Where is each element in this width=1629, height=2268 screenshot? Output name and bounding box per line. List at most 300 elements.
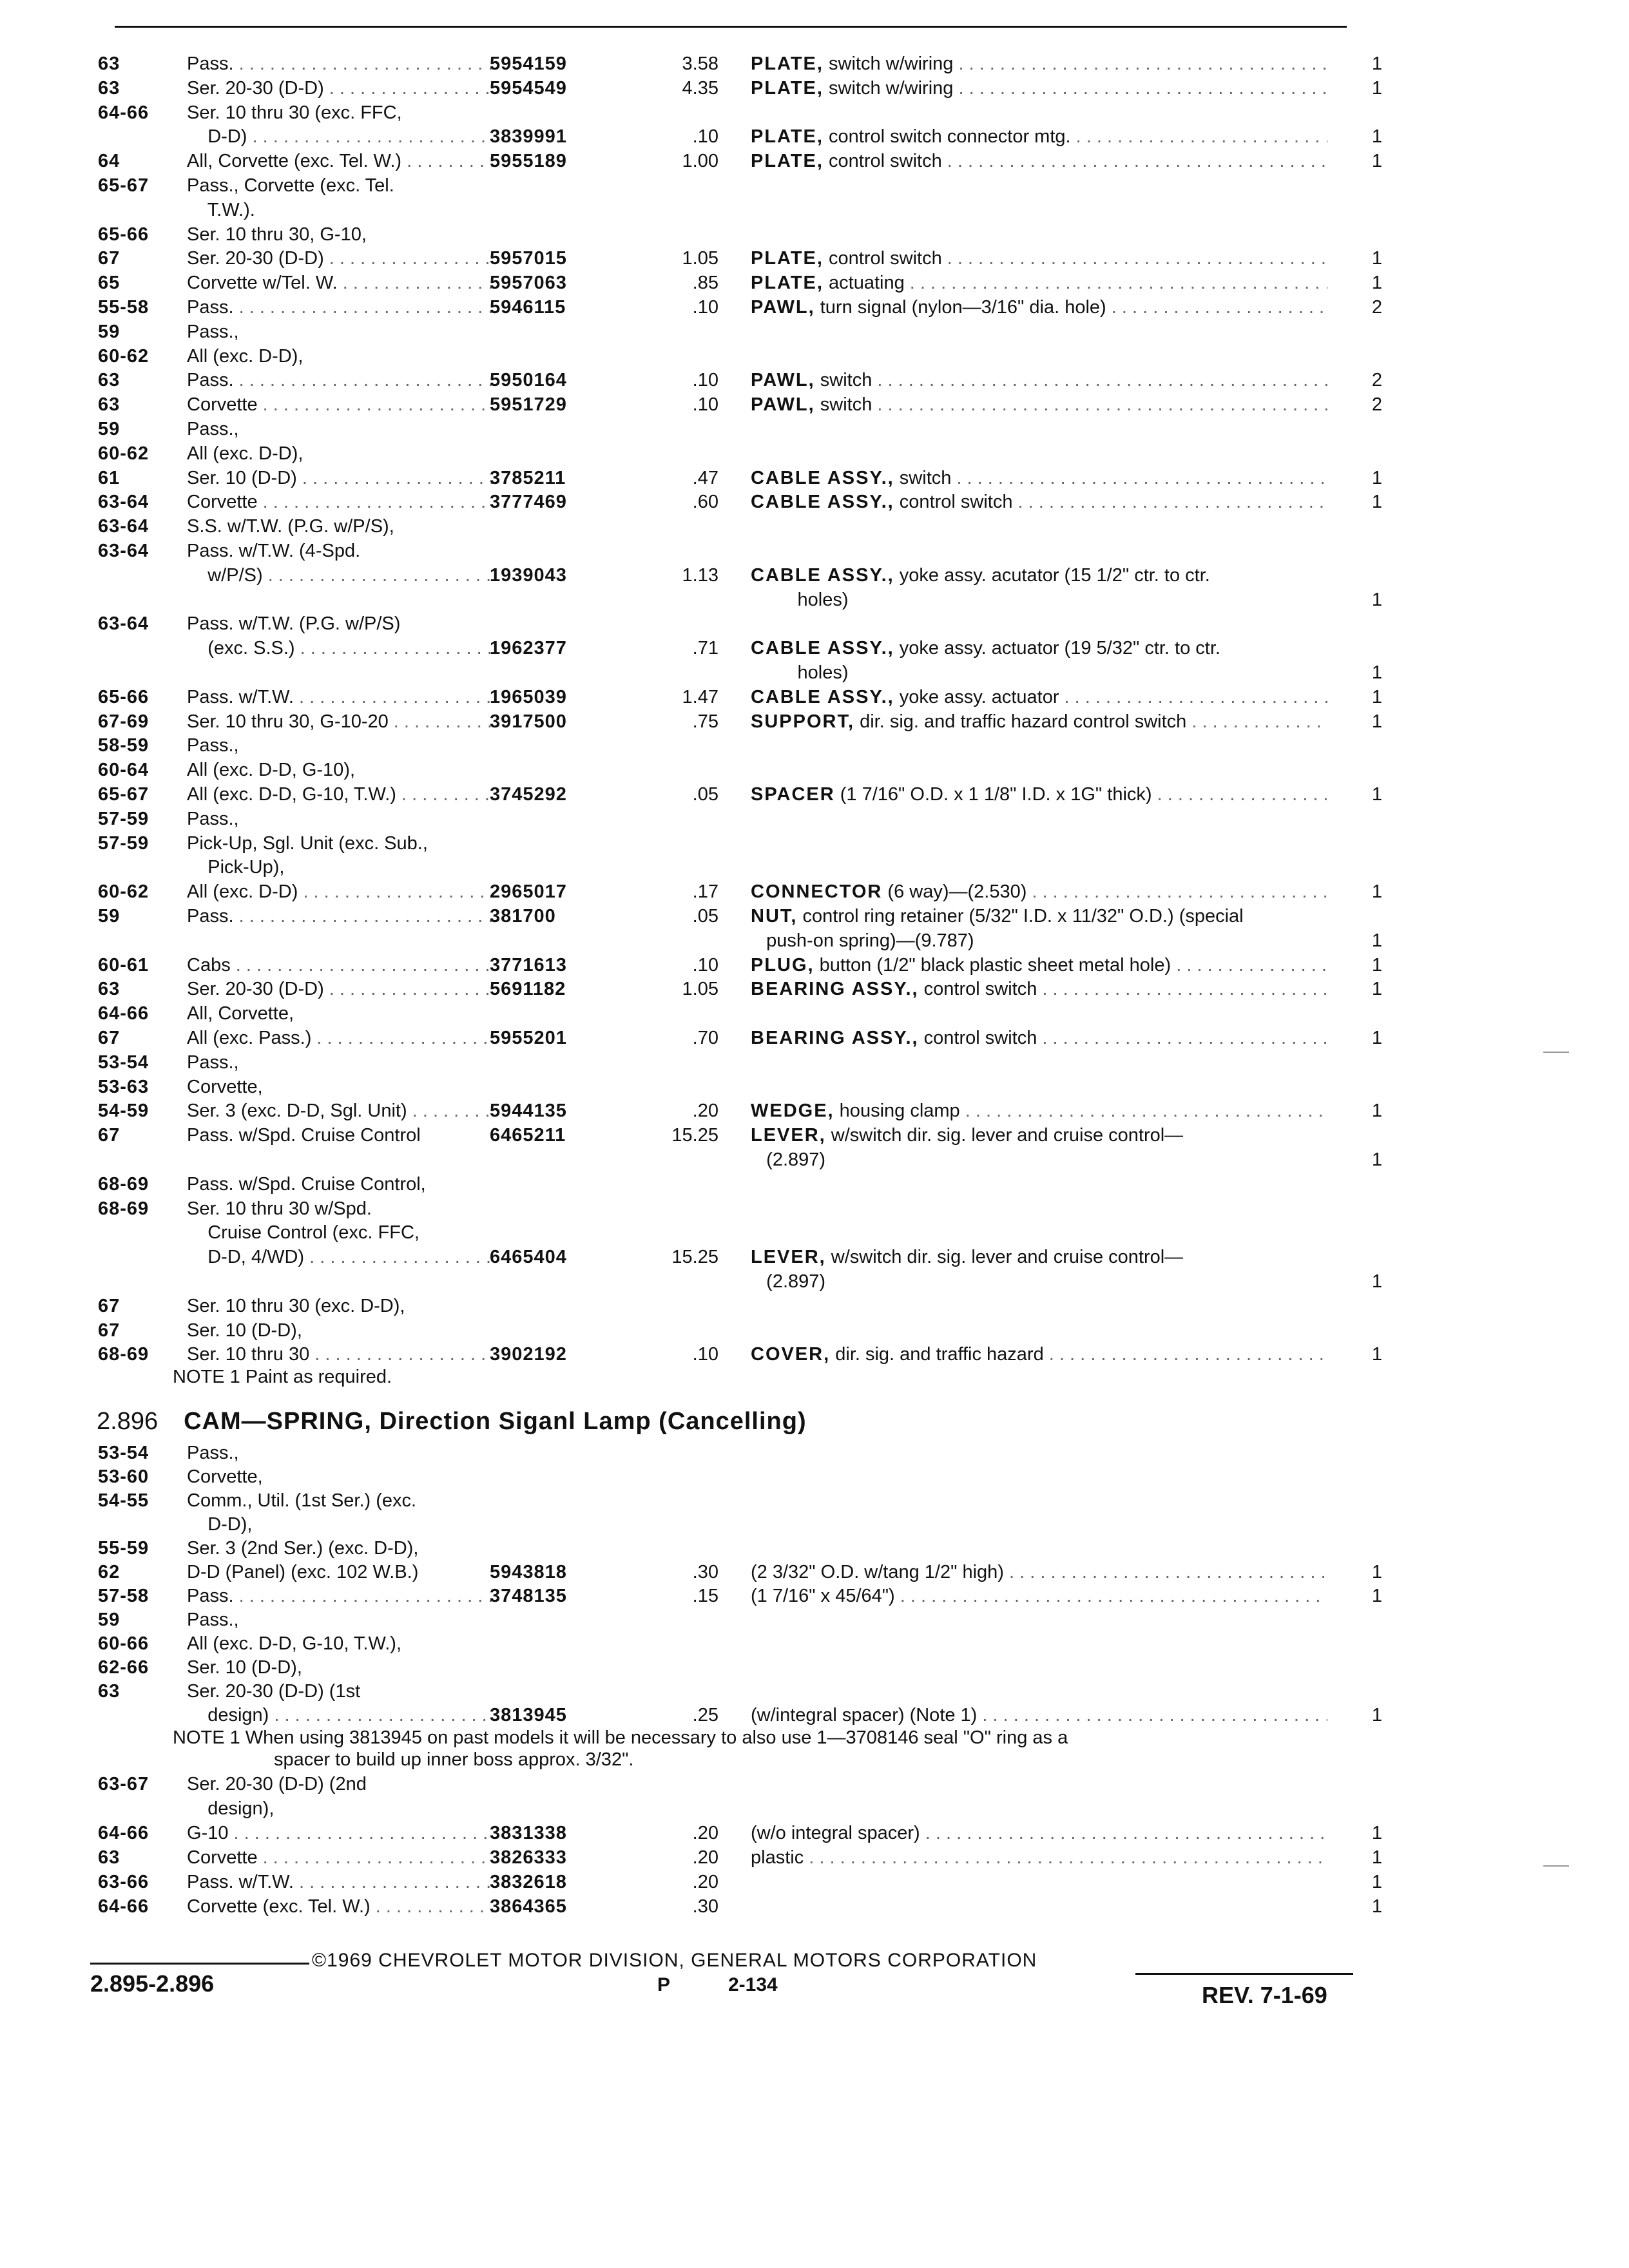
part-description [751,1148,825,1172]
application: D-D), [187,1514,253,1535]
application: Ser. 10 (D-D) . . . [187,466,495,490]
part-number: 1939043 [490,564,567,586]
price: .60 [692,492,718,513]
note-1-line2: spacer to build up inner boss approx. 3/32". [274,1749,634,1770]
application: Pass. w/Spd. Cruise Control, [187,1173,426,1195]
part-row [0,1488,1629,1513]
application: Corvette, [187,1466,263,1487]
part-row [0,1870,1629,1894]
part-detail: switch w/wiring [823,77,954,99]
price: .20 [692,1100,718,1122]
application: Pass., [187,321,239,342]
part-detail: (w/o integral spacer) [751,1823,920,1843]
part-description [751,1821,1327,1845]
part-row [0,539,1629,563]
application: w/P/S) . . . [187,563,495,588]
quantity: 1 [1371,1896,1382,1917]
part-name: NUT, [751,906,798,927]
part-detail: control switch [918,979,1037,1000]
part-name: PLATE, [751,273,824,294]
part-row [0,295,1629,320]
quantity: 1 [1371,1271,1382,1292]
application: Pass. . . . [187,1584,495,1608]
part-number: 3917500 [490,711,567,732]
part-description [751,1342,1327,1367]
price: .10 [692,370,718,391]
model-years: 60-62 [98,345,149,367]
part-description [751,953,1327,977]
part-detail: yoke assy. actuator (19 5/32" ctr. to ctr. [894,638,1220,659]
part-number: 5954549 [490,77,567,99]
application: T.W.). [187,199,255,220]
part-number: 5950164 [490,370,567,391]
part-row [0,1075,1629,1099]
part-row [0,904,1629,928]
part-detail: turn signal (nylon—3/16" dia. hole) [815,297,1106,318]
part-detail: push-on spring)—(9.787) [751,930,974,951]
part-number: 3831338 [490,1823,567,1843]
part-row [0,1172,1629,1196]
model-years: 53-63 [98,1076,149,1097]
part-description [751,879,1327,904]
part-detail: (2.897) [751,1271,826,1292]
part-detail: yoke assy. acutator (15 1/2" ctr. to ctr. [894,564,1210,586]
part-row [0,514,1629,539]
part-detail: housing clamp [834,1100,960,1122]
model-years: 63-64 [98,516,149,537]
part-row [0,1123,1629,1148]
model-years: 67 [98,248,120,269]
part-detail: (1 7/16" x 45/64") [751,1586,895,1606]
part-detail: (6 way)—(2.530) [882,881,1027,903]
part-row [0,1894,1629,1919]
price: .70 [692,1028,718,1048]
part-name: PLATE, [751,77,824,99]
model-years: 59 [98,419,120,439]
application: Ser. 3 (2nd Ser.) (exc. D-D), [187,1538,419,1559]
part-row [0,1631,1629,1656]
application: D-D, 4/WD) . . . [187,1245,495,1269]
part-row [0,1845,1629,1870]
part-row [0,1772,1629,1796]
application: All (exc. D-D, G-10, T.W.) . . . [187,782,495,807]
part-description [751,246,1327,271]
price: .20 [692,1823,718,1843]
part-row [0,611,1629,636]
model-years: 64-66 [98,1003,149,1024]
part-row [0,466,1629,490]
model-years: 59 [98,1610,120,1630]
model-years: 62-66 [98,1657,149,1678]
part-row [0,1821,1629,1845]
model-years: 60-66 [98,1633,149,1654]
part-row [0,733,1629,758]
application: S.S. w/T.W. (P.G. w/P/S), [187,516,394,537]
price: .15 [692,1586,718,1606]
model-years: 67 [98,1125,120,1146]
part-row [0,855,1629,879]
part-description [751,928,974,953]
application: All (exc. D-D) . . . [187,879,495,904]
part-row [0,758,1629,782]
price: 1.05 [682,979,718,1000]
part-number: 3864365 [490,1896,567,1917]
price: 1.13 [682,564,718,586]
application: design), [187,1798,275,1819]
part-detail: (2 3/32" O.D. w/tang 1/2" high) [751,1562,1004,1582]
price: .47 [692,467,718,488]
model-years: 65 [98,273,120,294]
part-row [0,660,1629,685]
application: Corvette w/Tel. W. . . . [187,271,495,295]
part-row [0,563,1629,588]
application: G-10 . . . [187,1821,495,1845]
model-years: 67 [98,1295,120,1316]
part-description [751,76,1327,101]
part-row [0,1318,1629,1343]
model-years: 59 [98,906,120,927]
part-row [0,977,1629,1001]
part-row [0,173,1629,198]
model-years: 65-66 [98,224,149,245]
margin-mark [1543,1865,1569,1867]
part-detail: switch [894,467,952,488]
part-row [0,1703,1629,1727]
model-years: 54-55 [98,1490,149,1511]
part-row [0,1026,1629,1050]
part-number: 1962377 [490,638,567,659]
part-name: PAWL, [751,297,815,318]
part-number: 5957063 [490,273,567,294]
application: Ser. 20-30 (D-D) (1st [187,1681,361,1702]
part-name: PAWL, [751,370,815,391]
part-description [751,1845,1327,1870]
quantity: 2 [1371,297,1382,318]
part-name: CABLE ASSY., [751,564,894,586]
part-description [751,1245,1183,1269]
part-detail: w/switch dir. sig. lever and cruise control— [825,1247,1184,1268]
part-number: 3832618 [490,1872,567,1892]
part-row [0,441,1629,466]
model-years: 53-60 [98,1466,149,1487]
price: .05 [692,906,718,927]
application: Pick-Up, Sgl. Unit (exc. Sub., [187,832,428,854]
part-name: BEARING ASSY., [751,979,919,1000]
price: 1.47 [682,686,718,707]
part-description [751,588,849,612]
part-detail: (w/integral spacer) (Note 1) [751,1705,978,1725]
part-description [751,1269,825,1294]
part-name: PLATE, [751,126,824,148]
part-row [0,831,1629,856]
top-rule [115,26,1347,28]
part-number: 3745292 [490,784,567,805]
part-row [0,782,1629,807]
part-description [751,368,1327,392]
part-detail: dir. sig. and traffic hazard [830,1344,1044,1365]
margin-mark [1543,1052,1569,1053]
footer-rule-right [1135,1973,1353,1975]
part-description [751,904,1244,928]
model-years: 63 [98,370,120,391]
part-description [751,636,1220,660]
part-name: PLUG, [751,954,815,975]
part-description [751,149,1327,173]
part-number: 5943818 [490,1562,567,1582]
quantity: 1 [1371,492,1382,513]
price: .25 [692,1705,718,1725]
part-row [0,52,1629,76]
quantity: 1 [1371,1872,1382,1892]
part-detail: control switch [823,248,942,269]
part-name: LEVER, [751,1247,826,1268]
model-years: 67 [98,1028,120,1048]
part-row [0,1655,1629,1680]
quantity: 1 [1371,151,1382,172]
price: .30 [692,1562,718,1582]
quantity: 1 [1371,1344,1382,1365]
quantity: 1 [1371,1149,1382,1170]
application: All (exc. D-D), [187,443,304,464]
model-years: 63 [98,1847,120,1868]
part-detail: control switch [894,492,1013,513]
model-years: 65-67 [98,784,149,805]
application: All (exc. D-D, G-10), [187,760,356,781]
application: D-D) . . . [187,124,495,149]
footer-page-number: 2-134 [728,1974,778,1995]
part-row [0,588,1629,612]
part-number: 5954159 [490,53,567,74]
model-years: 64 [98,151,120,172]
part-detail: (1 7/16" O.D. x 1 1/8" I.D. x 1G" thick) [834,784,1152,805]
part-number: 5946115 [490,297,566,318]
part-name: PLATE, [751,151,824,172]
model-years: 65-66 [98,686,149,707]
part-row [0,1269,1629,1294]
part-number: 3777469 [490,492,567,513]
quantity: 1 [1371,711,1382,732]
quantity: 1 [1371,467,1382,488]
quantity: 1 [1371,53,1382,74]
model-years: 65-67 [98,175,149,196]
model-years: 64-66 [98,1823,149,1843]
part-row [0,368,1629,392]
price: .75 [692,711,718,732]
model-years: 68-69 [98,1344,149,1365]
application: Ser. 10 thru 30 w/Spd. [187,1198,372,1219]
model-years: 61 [98,467,120,488]
application: Pass. w/Spd. Cruise Control [187,1125,421,1146]
part-description [751,466,1327,490]
part-description [751,392,1327,417]
quantity: 1 [1371,1847,1382,1868]
application: Ser. 3 (exc. D-D, Sgl. Unit) . . . [187,1099,495,1123]
part-row [0,709,1629,734]
part-description [751,782,1327,807]
application: Corvette . . . [187,392,495,417]
section-header [97,1405,807,1438]
part-description [751,709,1327,734]
application: Pass., [187,808,239,829]
part-detail: yoke assy. actuator [894,686,1059,707]
application: All, Corvette (exc. Tel. W.) . . . [187,149,495,173]
part-row [0,1001,1629,1026]
part-row [0,1465,1629,1489]
application: D-D (Panel) (exc. 102 W.B.) [187,1562,419,1582]
part-number: 3813945 [490,1705,567,1725]
part-description [751,1026,1327,1050]
part-row [0,271,1629,295]
application: Pass. w/T.W. . . . [187,1870,495,1894]
quantity: 1 [1371,1100,1382,1122]
part-row [0,417,1629,441]
application: design) . . . [187,1703,495,1727]
application: Pass., [187,419,239,439]
model-years: 59 [98,321,120,342]
quantity: 1 [1371,589,1382,610]
part-row [0,1536,1629,1561]
model-years: 63-64 [98,492,149,513]
application: Corvette (exc. Tel. W.) . . . [187,1894,495,1919]
part-name: CABLE ASSY., [751,492,894,513]
application: Ser. 10 thru 30 (exc. FFC, [187,102,402,123]
application: Ser. 10 (D-D), [187,1320,302,1341]
part-description [751,124,1327,149]
note-1-line1: NOTE 1 When using 3813945 on past models it will be necessary to also use 1—3708146 seal "O" ring as a [173,1727,1068,1748]
price: .05 [692,784,718,805]
part-name: BEARING ASSY., [751,1028,919,1048]
part-name: WEDGE, [751,1100,834,1122]
part-name: CONNECTOR [751,881,883,903]
part-detail: dir. sig. and traffic hazard control switch [854,711,1187,732]
model-years: 62 [98,1562,120,1582]
quantity: 2 [1371,370,1382,391]
part-name: PAWL, [751,394,815,416]
part-row [0,198,1629,222]
part-number: 1965039 [490,686,567,707]
application: Comm., Util. (1st Ser.) (exc. [187,1490,417,1511]
part-row [0,1220,1629,1245]
part-row [0,1148,1629,1172]
quantity: 1 [1371,954,1382,975]
part-row [0,636,1629,660]
model-years: 58-59 [98,735,149,756]
model-years: 57-58 [98,1586,149,1606]
application: Pass. . . . [187,295,495,320]
application: Corvette . . . [187,490,495,514]
part-row [0,76,1629,101]
application: Pass., Corvette (exc. Tel. [187,175,394,196]
application: Cruise Control (exc. FFC, [187,1222,419,1244]
part-number: 6465211 [490,1125,566,1146]
model-years: 55-58 [98,297,149,318]
footer-copyright: ©1969 CHEVROLET MOTOR DIVISION, GENERAL MOTORS CORPORATION [312,1950,1037,1971]
application: Pass. . . . [187,368,495,392]
section-title: CAM—SPRING, Direction Siganl Lamp (Cancelling) [184,1408,807,1435]
part-row [0,1560,1629,1584]
model-years: 53-54 [98,1052,149,1073]
part-detail: switch [815,394,872,416]
part-row [0,1342,1629,1367]
part-row [0,124,1629,149]
application: Ser. 20-30 (D-D) . . . [187,977,495,1001]
model-years: 55-59 [98,1538,149,1559]
quantity: 1 [1371,1705,1382,1725]
part-name: SPACER [751,784,835,805]
price: .85 [692,273,718,294]
price: 1.00 [682,151,718,172]
application: Pass. . . . [187,52,495,76]
part-detail: holes) [751,662,849,683]
part-name: SUPPORT, [751,711,855,732]
quantity: 1 [1371,126,1382,148]
application: Pass. . . . [187,904,495,928]
model-years: 63-64 [98,613,149,635]
part-description [751,1703,1327,1727]
part-row [0,1679,1629,1704]
price: 15.25 [671,1247,718,1268]
section-number: 2.896 [97,1408,159,1435]
part-name: PLATE, [751,53,824,74]
part-number: 5691182 [490,979,566,1000]
application: Pass. w/T.W. (P.G. w/P/S) [187,613,401,635]
part-row [0,1608,1629,1632]
part-detail: w/switch dir. sig. lever and cruise control— [825,1125,1184,1146]
application: Cabs . . . [187,953,495,977]
part-row [0,490,1629,514]
part-row [0,879,1629,904]
part-row [0,953,1629,977]
part-number: 5955201 [490,1028,567,1048]
footer-page-prefix: P [657,1974,671,1995]
part-number: 381700 [490,906,556,927]
part-detail: (2.897) [751,1149,826,1170]
quantity: 1 [1371,662,1382,683]
model-years: 63-64 [98,541,149,561]
application: Ser. 10 thru 30, G-10, [187,224,367,245]
part-name: CABLE ASSY., [751,686,894,707]
application: Pass., [187,1610,239,1630]
model-years: 60-62 [98,881,149,903]
part-detail: actuating [823,273,905,294]
part-number: 5955189 [490,151,567,172]
model-years: 68-69 [98,1173,149,1195]
application: Ser. 10 thru 30 . . . [187,1342,495,1367]
model-years: 64-66 [98,102,149,123]
part-description [751,1099,1327,1123]
part-description [751,563,1210,588]
part-row [0,1512,1629,1537]
application: Ser. 20-30 (D-D) . . . [187,76,495,101]
price: 4.35 [682,77,718,99]
part-description [751,490,1327,514]
application: All (exc. Pass.) . . . [187,1026,495,1050]
part-row [0,1196,1629,1221]
part-row [0,685,1629,709]
price: 15.25 [671,1125,718,1146]
price: 3.58 [682,53,718,74]
quantity: 1 [1371,881,1382,903]
price: .10 [692,297,718,318]
part-name: CABLE ASSY., [751,467,894,488]
part-description [751,1584,1327,1608]
quantity: 1 [1371,77,1382,99]
part-detail: control ring retainer (5/32" I.D. x 11/32" O.D.) (special [797,906,1244,927]
application: Pick-Up), [187,857,285,878]
part-number: 5951729 [490,394,567,416]
quantity: 1 [1371,784,1382,805]
part-description [751,685,1327,709]
